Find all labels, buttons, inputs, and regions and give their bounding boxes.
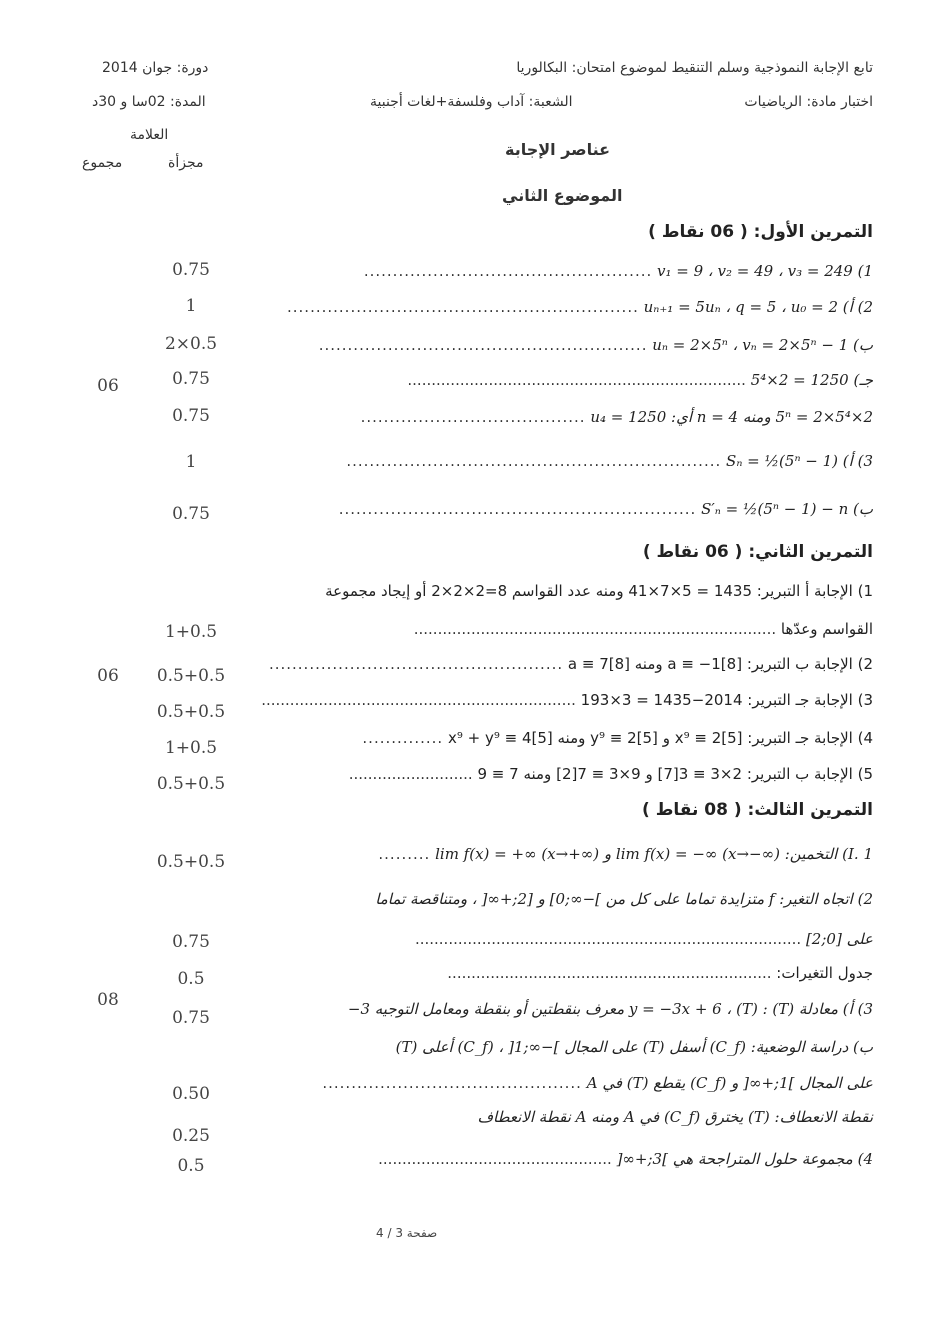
answer-text: 1) v₁ = 9 ، v₂ = 49 ، v₃ = 249 (657, 262, 873, 280)
answer-line: 3) الإجابة جـ التبرير: 2014−1435 = 3×193 .................................................................. (261, 691, 873, 709)
partial-score: 0.5+0.5 (156, 852, 226, 872)
answer-line: ب) S′ₙ = ½(5ⁿ − 1) − n .............................................................. (338, 500, 873, 518)
answer-line (325, 582, 873, 600)
exercise-1-total: 06 (97, 376, 119, 396)
exercise-2-total: 06 (97, 666, 119, 686)
answer-text: نقطة الانعطاف: (T) يخترق (C_f) في A ومنه A نقطة الانعطاف (477, 1108, 873, 1126)
answer-line: 1) v₁ = 9 ، v₂ = 49 ، v₃ = 249 .................................................. (363, 262, 873, 280)
answer-text: ب) S′ₙ = ½(5ⁿ − 1) − n (701, 500, 873, 518)
answer-text: 1) الإجابة أ التبرير: 1435 = 5×7×41 ومنه عدد القواسم 8=2×2×2 أو إيجاد مجموعة (325, 582, 873, 600)
answer-text: 4) مجموعة حلول المتراجحة هي ]3;+∞[ (616, 1150, 873, 1168)
session-label: دورة: جوان 2014 (102, 60, 209, 76)
answer-text: 2) الإجابة ب التبرير: a ≡ −1[8] ومنه a ≡ 7[8] (567, 655, 873, 673)
partial-score: 1 (185, 296, 197, 316)
partial-score: 0.75 (172, 369, 210, 389)
total-label: مجموع (82, 155, 123, 171)
answer-line: 4) الإجابة جـ التبرير: x⁹ ≡ 2[5] و y⁹ ≡ 2[5] ومنه x⁹ + y⁹ ≡ 4[5] .............. (362, 729, 873, 747)
answer-line (396, 1038, 873, 1056)
exercise-3-title: التمرين الثالث: ( 08 نقاط ) (642, 800, 873, 820)
partial-score: 0.75 (172, 260, 210, 280)
partial-score: 0.5+0.5 (156, 702, 226, 722)
answer-text: ب) دراسة الوضعية: (C_f) أسفل (T) على المجال ]−∞;1[ ، (C_f) أعلى (T) (395, 1038, 873, 1056)
partial-score: 0.75 (172, 406, 210, 426)
answer-line: على المجال ]1;+∞[ و (C_f) يقطع (T) في A ............................................. (322, 1074, 873, 1092)
topic-title: الموضوع الثاني (502, 186, 623, 205)
partial-score: 2×0.5 (164, 334, 218, 354)
answer-line: 2×5ⁿ = 2×5⁴ ومنه n = 4 أي: u₄ = 1250 ....................................... (360, 408, 873, 426)
branch-label: الشعبة: آداب وفلسفة+لغات أجنبية (370, 94, 573, 110)
grade-label: العلامة (130, 127, 169, 143)
exercise-2-title: التمرين الثاني: ( 06 نقاط ) (642, 542, 873, 562)
answer-line: جدول التغيرات: .................................................................... (447, 964, 873, 982)
duration-label: المدة: 02سا و 30د (92, 94, 206, 110)
answer-text: جـ) 1250 = 2×5⁴ (750, 371, 873, 389)
partial-label: مجزأة (168, 155, 204, 171)
partial-score: 0.5+0.5 (156, 774, 226, 794)
answer-text: I. 1) التخمين: lim f(x) = −∞ (x→−∞) و lim f(x) = +∞ (x→+∞) (435, 845, 873, 863)
exercise-3-total: 08 (97, 990, 119, 1010)
answer-line: ب) uₙ = 2×5ⁿ ، vₙ = 2×5ⁿ − 1 ......................................................... (318, 336, 873, 354)
answer-text: 3) الإجابة جـ التبرير: 2014−1435 = 3×193 (580, 691, 873, 709)
answer-text: 2) اتجاه التغير: f متزايدة تماما على كل من ]−∞;0] و [2;+∞[ ، ومتناقصة تماما (375, 890, 873, 908)
answer-line: 4) مجموعة حلول المتراجحة هي ]3;+∞[ ................................................. (378, 1150, 873, 1168)
partial-score: 0.25 (172, 1126, 210, 1146)
exercise-1-title: التمرين الأول: ( 06 نقاط ) (648, 222, 873, 242)
subject-label: اختبار مادة: الرياضيات (744, 94, 873, 110)
partial-score: 0.75 (172, 1008, 210, 1028)
answer-text: 3) أ) معادلة (T) : y = −3x + 6 ، (T) معرف بنقطتين أو بنقطة ومعامل التوجيه 3− (347, 1000, 873, 1018)
answer-line (477, 1108, 873, 1126)
answer-line: 2) الإجابة ب التبرير: a ≡ −1[8] ومنه a ≡ 7[8] ................................................... (268, 655, 873, 673)
answer-text: جدول التغيرات: (776, 964, 873, 982)
answer-text: 2) أ) uₙ₊₁ = 5uₙ ، q = 5 ، u₀ = 2 (643, 298, 873, 316)
partial-score: 1 (185, 452, 197, 472)
answer-line: 5) الإجابة ب التبرير: 2×3 ≡ 3[7] و 9×3 ≡ 7[2] ومنه 7 ≡ 9 .......................... (348, 765, 873, 783)
exam-title: تابع الإجابة النموذجية وسلم التنقيط لموضوع امتحان: البكالوريا (516, 60, 873, 76)
answer-line: على [0;2] ................................................................................. (414, 930, 873, 948)
answer-text: على المجال ]1;+∞[ و (C_f) يقطع (T) في A (586, 1074, 873, 1092)
answer-text: 5) الإجابة ب التبرير: 2×3 ≡ 3[7] و 9×3 ≡ 7[2] ومنه 7 ≡ 9 (477, 765, 873, 783)
elements-title: عناصر الإجابة (505, 140, 611, 159)
answer-text: القواسم وعدّها (780, 620, 873, 638)
answer-text: 4) الإجابة جـ التبرير: x⁹ ≡ 2[5] و y⁹ ≡ 2[5] ومنه x⁹ + y⁹ ≡ 4[5] (447, 729, 873, 747)
answer-text: على [0;2] (805, 930, 873, 948)
answer-line (348, 1000, 873, 1018)
partial-score: 0.5+0.5 (156, 666, 226, 686)
partial-score: 0.5 (177, 1156, 205, 1176)
answer-line: القواسم وعدّها ............................................................................ (413, 620, 873, 638)
answer-text: 2×5ⁿ = 2×5⁴ ومنه n = 4 أي: u₄ = 1250 (590, 408, 873, 426)
partial-score: 1+0.5 (164, 622, 218, 642)
partial-score: 0.5 (177, 969, 205, 989)
partial-score: 0.50 (172, 1084, 210, 1104)
answer-line: 3) أ) Sₙ = ½(5ⁿ − 1) ................................................................. (346, 452, 873, 470)
answer-line: 2) أ) uₙ₊₁ = 5uₙ ، q = 5 ، u₀ = 2 ............................................................. (287, 298, 873, 316)
answer-line (375, 890, 873, 908)
answer-text: 3) أ) Sₙ = ½(5ⁿ − 1) (726, 452, 873, 470)
answer-text: ب) uₙ = 2×5ⁿ ، vₙ = 2×5ⁿ − 1 (652, 336, 873, 354)
answer-line: I. 1) التخمين: lim f(x) = −∞ (x→−∞) و lim f(x) = +∞ (x→+∞) ......... (378, 845, 873, 863)
page-number: صفحة 3 / 4 (376, 1226, 438, 1240)
partial-score: 0.75 (172, 932, 210, 952)
partial-score: 1+0.5 (164, 738, 218, 758)
answer-line: جـ) 1250 = 2×5⁴ ....................................................................... (407, 371, 873, 389)
partial-score: 0.75 (172, 504, 210, 524)
